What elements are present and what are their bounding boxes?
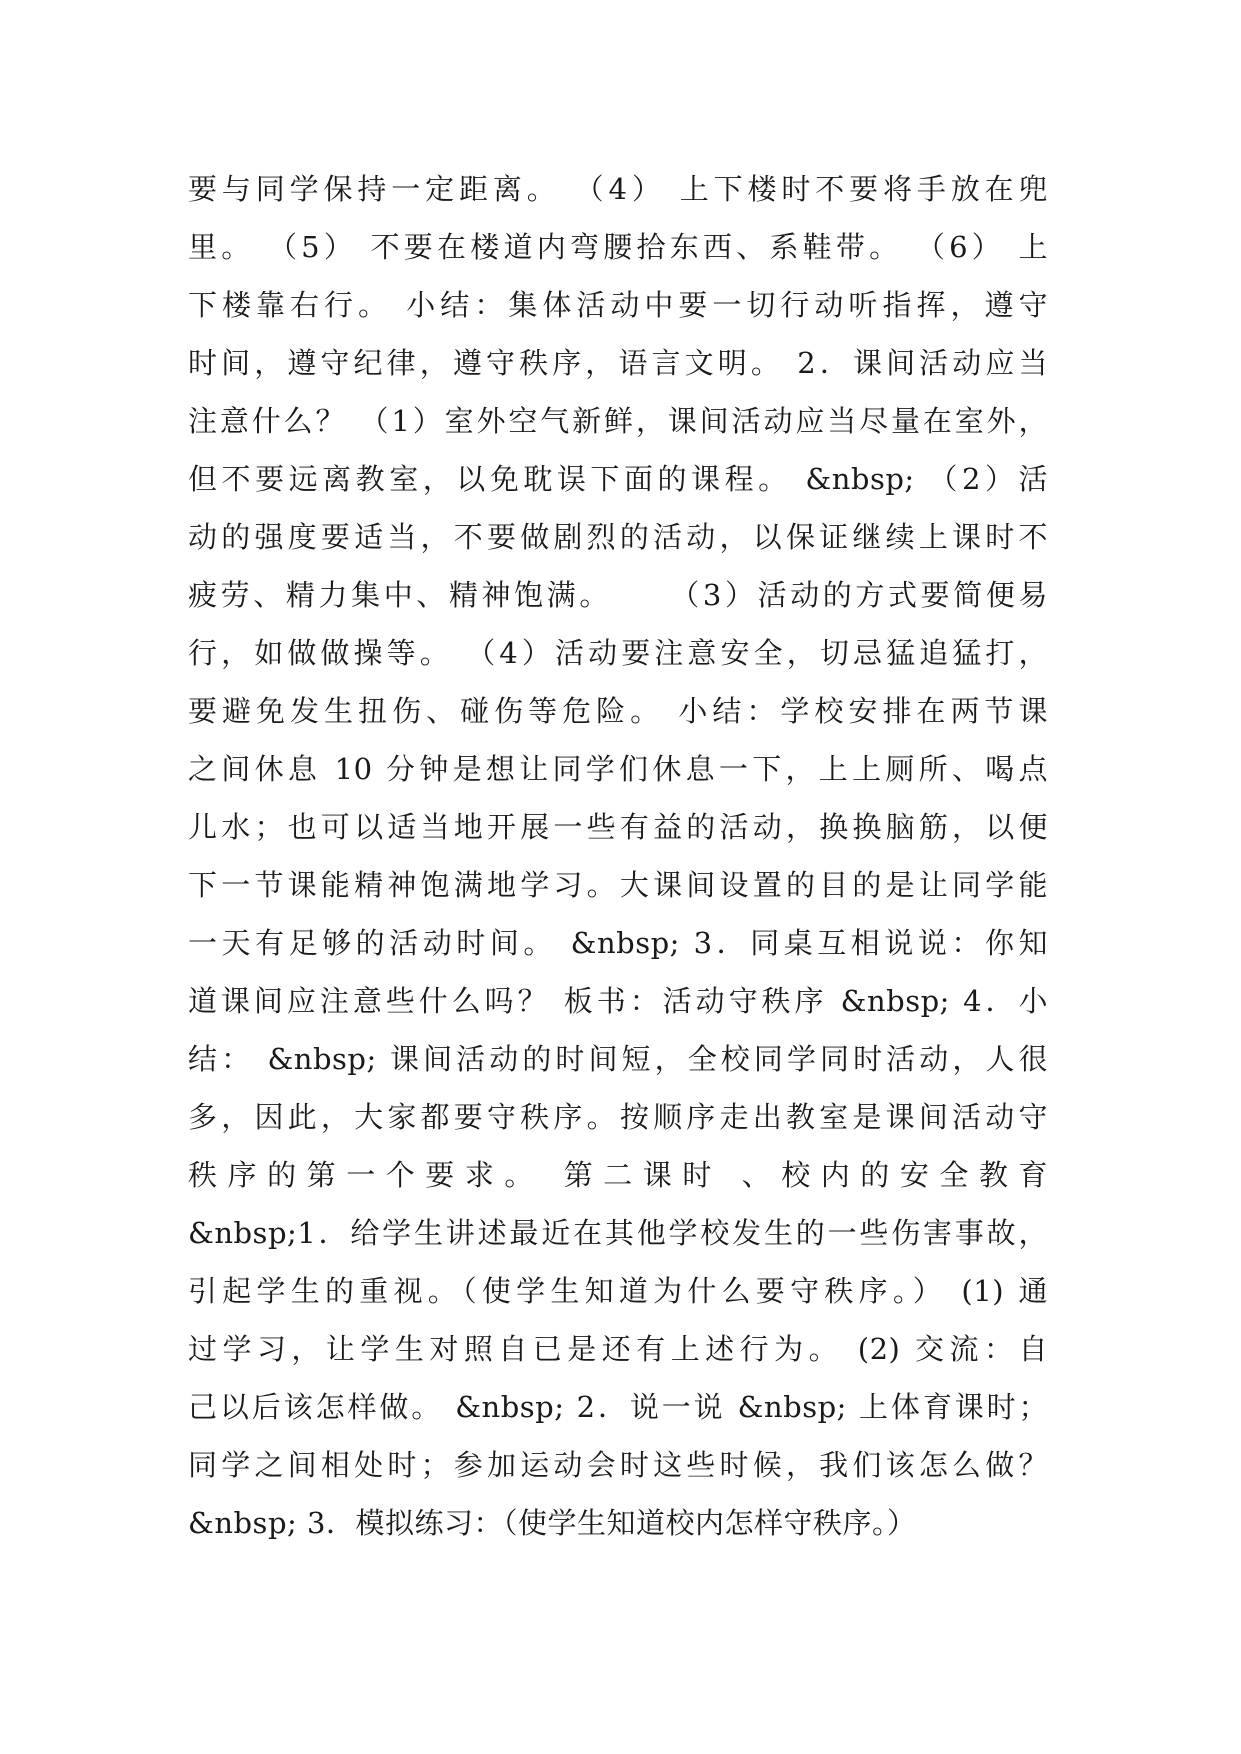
text-line: 引起学生的重视。（使学生知道为什么要守秩序。） (1) 通 — [188, 1274, 1048, 1308]
text-line: &nbsp;1．给学生讲述最近在其他学校发生的一些伤害事故， — [188, 1216, 1048, 1250]
text-line: 结： &nbsp; 课间活动的时间短，全校同学同时活动，人很 — [188, 1042, 1048, 1076]
text-line: 行，如做做操等。 （4）活动要注意安全，切忌猛追猛打， — [188, 636, 1048, 670]
text-line: 要避免发生扭伤、碰伤等危险。 小结：学校安排在两节课 — [188, 694, 1048, 728]
text-line: 道课间应注意些什么吗？ 板书：活动守秩序 &nbsp; 4．小 — [188, 984, 1048, 1018]
text-line: 下一节课能精神饱满地学习。大课间设置的目的是让同学能 — [188, 868, 1048, 902]
text-line: 里。 （5） 不要在楼道内弯腰拾东西、系鞋带。 （6） 上 — [188, 230, 1048, 264]
text-line: 己以后该怎样做。 &nbsp; 2．说一说 &nbsp; 上体育课时； — [188, 1390, 1048, 1424]
text-line: &nbsp; 3．模拟练习：（使学生知道校内怎样守秩序。） — [188, 1506, 917, 1540]
text-line: 同学之间相处时；参加运动会时这些时候，我们该怎么做？ — [188, 1448, 1048, 1482]
text-line: 过学习，让学生对照自已是还有上述行为。 (2) 交流：自 — [188, 1332, 1048, 1366]
text-line: 一天有足够的活动时间。 &nbsp; 3．同桌互相说说：你知 — [188, 926, 1048, 960]
text-line: 下楼靠右行。 小结：集体活动中要一切行动听指挥，遵守 — [188, 288, 1048, 322]
text-line: 但不要远离教室，以免耽误下面的课程。 &nbsp; （2）活 — [188, 462, 1048, 496]
text-line: 秩序的第一个要求。 第二课时 、校内的安全教育 — [188, 1158, 1048, 1192]
text-line: 疲劳、精力集中、精神饱满。 （3）活动的方式要简便易 — [188, 578, 1048, 612]
text-line: 儿水；也可以适当地开展一些有益的活动，换换脑筋，以便 — [188, 810, 1048, 844]
text-line: 要与同学保持一定距离。 （4） 上下楼时不要将手放在兜 — [188, 172, 1048, 206]
body-text — [188, 160, 1048, 1552]
text-line: 之间休息 10 分钟是想让同学们休息一下，上上厕所、喝点 — [188, 752, 1048, 786]
text-line: 多，因此，大家都要守秩序。按顺序走出教室是课间活动守 — [188, 1100, 1048, 1134]
text-line: 注意什么？ （1）室外空气新鲜，课间活动应当尽量在室外， — [188, 404, 1048, 438]
text-line: 动的强度要适当，不要做剧烈的活动，以保证继续上课时不 — [188, 520, 1048, 554]
text-line: 时间，遵守纪律，遵守秩序，语言文明。 2．课间活动应当 — [188, 346, 1048, 380]
